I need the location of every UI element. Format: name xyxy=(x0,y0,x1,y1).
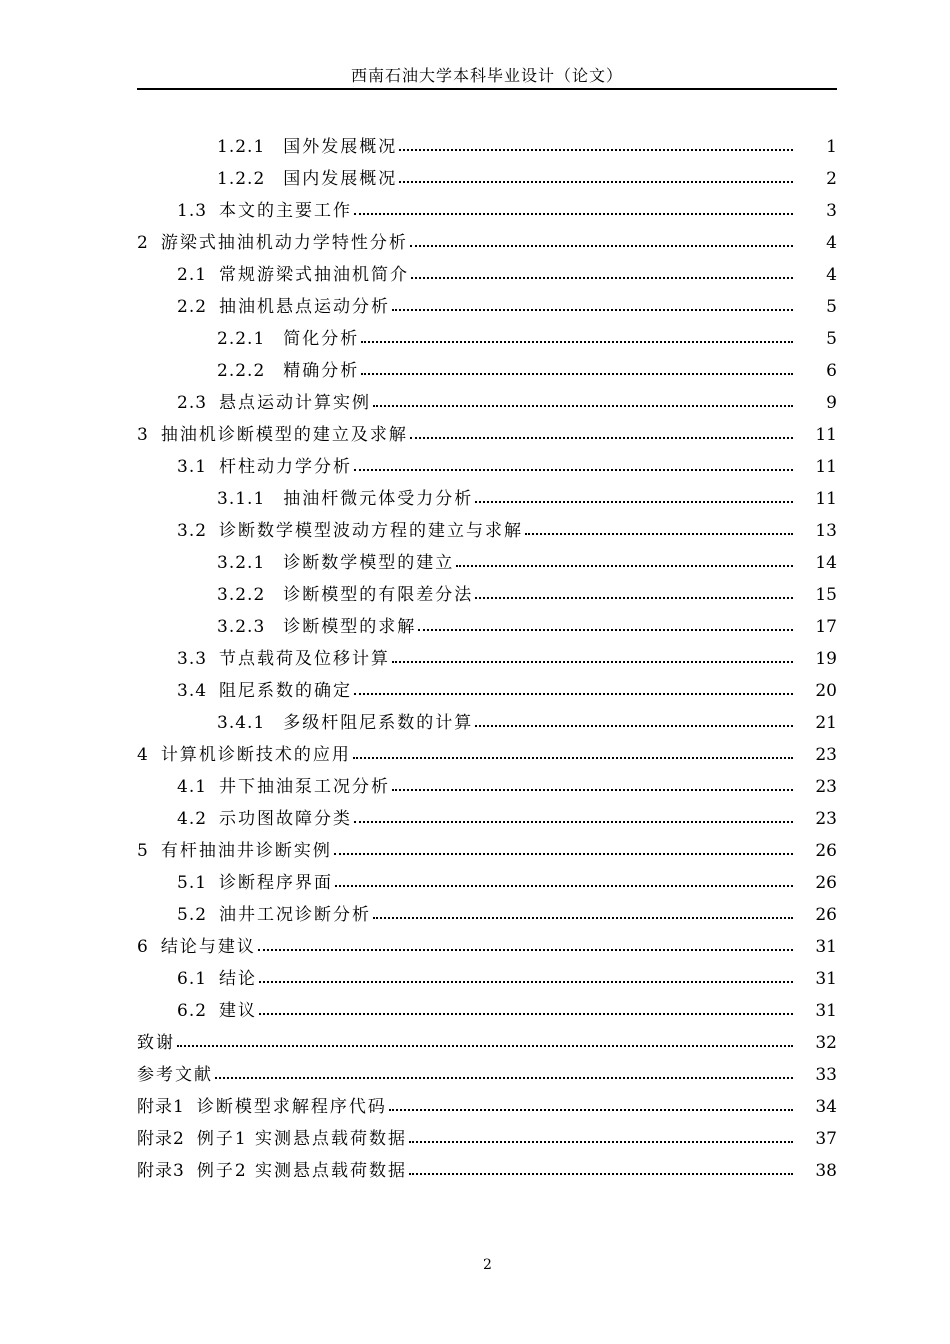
toc-dot-leader xyxy=(525,516,793,535)
toc-dot-leader xyxy=(259,996,793,1015)
toc-entry-title: 抽油机诊断模型的建立及求解 xyxy=(160,425,408,445)
toc-entry[interactable] xyxy=(0,1123,837,1155)
toc-entry-page: 4 xyxy=(826,233,837,253)
toc-entry[interactable] xyxy=(0,355,837,387)
page-header: 西南石油大学本科毕业设计（论文） xyxy=(350,66,623,85)
toc-dot-leader xyxy=(475,580,793,599)
toc-dot-leader xyxy=(258,932,793,951)
toc-entry[interactable] xyxy=(0,259,837,291)
toc-entry-number: 5.1 xyxy=(177,873,208,893)
toc-entry[interactable] xyxy=(0,323,837,355)
toc-entry-page: 31 xyxy=(815,937,837,957)
toc-entry-title: 国外发展概况 xyxy=(283,137,398,157)
toc-entry-number: 1.2.1 xyxy=(217,137,266,157)
toc-entry-title: 结论 xyxy=(219,969,258,989)
toc-entry-title: 阻尼系数的确定 xyxy=(219,681,353,701)
toc-entry-title: 油井工况诊断分析 xyxy=(219,905,372,925)
toc-entry-page: 5 xyxy=(826,329,837,349)
toc-entry-title: 结论与建议 xyxy=(160,937,256,957)
toc-entry-page: 26 xyxy=(815,841,837,861)
toc-dot-leader xyxy=(399,132,793,151)
toc-entry-title: 有杆抽油井诊断实例 xyxy=(160,841,332,861)
toc-entry-page: 5 xyxy=(826,297,837,317)
toc-entry-number: 3.3 xyxy=(177,649,208,669)
toc-entry-page: 4 xyxy=(826,265,837,285)
toc-entry-number: 附录2 xyxy=(137,1129,185,1149)
toc-entry-page: 17 xyxy=(815,617,837,637)
toc-entry[interactable] xyxy=(0,739,837,771)
toc-entry-number: 2.3 xyxy=(177,393,208,413)
toc-dot-leader xyxy=(215,1060,793,1079)
toc-entry-title: 诊断数学模型的建立 xyxy=(283,553,455,573)
toc-entry-page: 32 xyxy=(815,1033,837,1053)
toc-dot-leader xyxy=(456,548,793,567)
toc-entry[interactable] xyxy=(0,451,837,483)
toc-entry-page: 2 xyxy=(826,169,837,189)
toc-entry-title: 例子1 实测悬点载荷数据 xyxy=(196,1129,408,1149)
toc-entry-title: 示功图故障分类 xyxy=(219,809,353,829)
toc-entry-page: 19 xyxy=(815,649,837,669)
toc-entry-page: 23 xyxy=(815,809,837,829)
toc-entry-title: 抽油机悬点运动分析 xyxy=(219,297,391,317)
toc-entry[interactable] xyxy=(0,1155,837,1187)
toc-dot-leader xyxy=(409,1124,793,1143)
toc-entry-page: 38 xyxy=(815,1161,837,1181)
toc-entry[interactable] xyxy=(0,1059,837,1091)
toc-dot-leader xyxy=(389,1092,793,1111)
toc-entry-title: 国内发展概况 xyxy=(283,169,398,189)
toc-dot-leader xyxy=(392,772,793,791)
toc-entry[interactable] xyxy=(0,579,837,611)
toc-dot-leader xyxy=(392,292,793,311)
toc-entry[interactable] xyxy=(0,195,837,227)
toc-dot-leader xyxy=(411,260,793,279)
toc-entry[interactable] xyxy=(0,515,837,547)
toc-entry-page: 34 xyxy=(815,1097,837,1117)
toc-dot-leader xyxy=(475,484,793,503)
toc-entry-number: 5 xyxy=(137,841,149,861)
toc-entry[interactable] xyxy=(0,547,837,579)
toc-entry-number: 3.4.1 xyxy=(217,713,266,733)
toc-entry[interactable] xyxy=(0,163,837,195)
toc-dot-leader xyxy=(418,612,793,631)
toc-dot-leader xyxy=(354,804,793,823)
toc-entry-page: 20 xyxy=(815,681,837,701)
toc-dot-leader xyxy=(354,196,793,215)
toc-entry[interactable] xyxy=(0,995,837,1027)
toc-entry-title: 抽油杆微元体受力分析 xyxy=(283,489,474,509)
toc-dot-leader xyxy=(177,1028,793,1047)
toc-entry[interactable] xyxy=(0,963,837,995)
toc-entry-title: 诊断模型的求解 xyxy=(283,617,417,637)
toc-entry-number: 3.2.2 xyxy=(217,585,266,605)
toc-entry-number: 3 xyxy=(137,425,149,445)
toc-entry-page: 31 xyxy=(815,1001,837,1021)
toc-entry-page: 11 xyxy=(815,425,837,445)
toc-entry-title: 本文的主要工作 xyxy=(219,201,353,221)
toc-entry-number: 附录1 xyxy=(137,1097,185,1117)
toc-entry[interactable] xyxy=(0,419,837,451)
page-number: 2 xyxy=(483,1257,492,1273)
toc-entry-number: 3.2.1 xyxy=(217,553,266,573)
toc-entry-title: 节点载荷及位移计算 xyxy=(219,649,391,669)
toc-entry[interactable] xyxy=(0,803,837,835)
toc-entry-page: 37 xyxy=(815,1129,837,1149)
toc-entry[interactable] xyxy=(0,771,837,803)
toc-entry-number: 3.2.3 xyxy=(217,617,266,637)
toc-entry-title: 游梁式抽油机动力学特性分析 xyxy=(160,233,408,253)
toc-entry-page: 11 xyxy=(815,457,837,477)
toc-entry-number: 6.2 xyxy=(177,1001,208,1021)
toc-entry-title: 诊断程序界面 xyxy=(219,873,334,893)
toc-dot-leader xyxy=(361,356,793,375)
toc-entry-title: 常规游梁式抽油机简介 xyxy=(219,265,410,285)
toc-entry-number: 2.2.2 xyxy=(217,361,266,381)
toc-entry-title: 例子2 实测悬点载荷数据 xyxy=(196,1161,408,1181)
toc-dot-leader xyxy=(259,964,793,983)
toc-entry-page: 23 xyxy=(815,777,837,797)
toc-dot-leader xyxy=(354,676,793,695)
toc-entry[interactable] xyxy=(0,227,837,259)
toc-entry-title: 精确分析 xyxy=(283,361,360,381)
toc-entry-number: 4 xyxy=(137,745,149,765)
toc-entry-number: 1.3 xyxy=(177,201,208,221)
toc-entry-number: 2.2 xyxy=(177,297,208,317)
toc-entry-title: 井下抽油泵工况分析 xyxy=(219,777,391,797)
toc-entry-title: 悬点运动计算实例 xyxy=(219,393,372,413)
toc-entry-title: 诊断模型求解程序代码 xyxy=(196,1097,387,1117)
toc-entry-title: 计算机诊断技术的应用 xyxy=(160,745,351,765)
toc-entry-page: 15 xyxy=(815,585,837,605)
toc-entry-number: 2 xyxy=(137,233,149,253)
toc-dot-leader xyxy=(361,324,793,343)
toc-dot-leader xyxy=(409,1156,793,1175)
toc-entry[interactable] xyxy=(0,131,837,163)
toc-entry-page: 33 xyxy=(815,1065,837,1085)
toc-entry[interactable] xyxy=(0,387,837,419)
toc-entry-number: 3.2 xyxy=(177,521,208,541)
header-rule xyxy=(137,88,837,90)
toc-dot-leader xyxy=(410,228,793,247)
toc-entry-number: 1.2.2 xyxy=(217,169,266,189)
toc-dot-leader xyxy=(410,420,793,439)
toc-entry-page: 9 xyxy=(826,393,837,413)
toc-entry-page: 23 xyxy=(815,745,837,765)
toc-dot-leader xyxy=(475,708,793,727)
toc-dot-leader xyxy=(335,868,793,887)
toc-dot-leader xyxy=(373,900,793,919)
toc-entry-number: 5.2 xyxy=(177,905,208,925)
toc-entry[interactable] xyxy=(0,483,837,515)
toc-dot-leader xyxy=(392,644,793,663)
toc-entry-title: 诊断数学模型波动方程的建立与求解 xyxy=(219,521,524,541)
toc-entry[interactable] xyxy=(0,707,837,739)
toc-entry-title: 多级杆阻尼系数的计算 xyxy=(283,713,474,733)
toc-dot-leader xyxy=(373,388,793,407)
toc-entry-number: 附录3 xyxy=(137,1161,185,1181)
toc-entry-page: 26 xyxy=(815,905,837,925)
toc-entry-page: 13 xyxy=(815,521,837,541)
toc-entry-number: 6 xyxy=(137,937,149,957)
toc-entry-page: 3 xyxy=(826,201,837,221)
toc-entry-title: 致谢 xyxy=(137,1033,175,1053)
toc-entry[interactable] xyxy=(0,835,837,867)
toc-entry-page: 1 xyxy=(826,137,837,157)
toc-entry-number: 6.1 xyxy=(177,969,208,989)
toc-entry-page: 21 xyxy=(815,713,837,733)
toc-entry[interactable] xyxy=(0,611,837,643)
toc-entry-number: 2.1 xyxy=(177,265,208,285)
toc-dot-leader xyxy=(334,836,793,855)
toc-entry-number: 3.1.1 xyxy=(217,489,266,509)
toc-dot-leader xyxy=(399,164,793,183)
toc-entry-number: 3.4 xyxy=(177,681,208,701)
toc-entry[interactable] xyxy=(0,643,837,675)
toc-entry-title: 杆柱动力学分析 xyxy=(219,457,353,477)
toc-entry-title: 参考文献 xyxy=(137,1065,213,1085)
toc-entry[interactable] xyxy=(0,931,837,963)
toc-entry-number: 4.2 xyxy=(177,809,208,829)
toc-entry-number: 4.1 xyxy=(177,777,208,797)
toc-entry-number: 2.2.1 xyxy=(217,329,266,349)
toc-entry-title: 简化分析 xyxy=(283,329,360,349)
toc-dot-leader xyxy=(354,452,793,471)
toc-entry[interactable] xyxy=(0,291,837,323)
toc-entry-title: 诊断模型的有限差分法 xyxy=(283,585,474,605)
toc-entry-page: 11 xyxy=(815,489,837,509)
toc-dot-leader xyxy=(353,740,793,759)
toc-entry[interactable] xyxy=(0,1091,837,1123)
toc-entry-page: 26 xyxy=(815,873,837,893)
toc-entry-page: 6 xyxy=(826,361,837,381)
toc-entry[interactable] xyxy=(0,675,837,707)
toc-entry[interactable] xyxy=(0,1027,837,1059)
toc-entry-number: 3.1 xyxy=(177,457,208,477)
table-of-contents xyxy=(0,131,950,1187)
toc-entry-page: 31 xyxy=(815,969,837,989)
toc-entry-page: 14 xyxy=(815,553,837,573)
toc-entry[interactable] xyxy=(0,867,837,899)
toc-entry[interactable] xyxy=(0,899,837,931)
toc-entry-title: 建议 xyxy=(219,1001,258,1021)
